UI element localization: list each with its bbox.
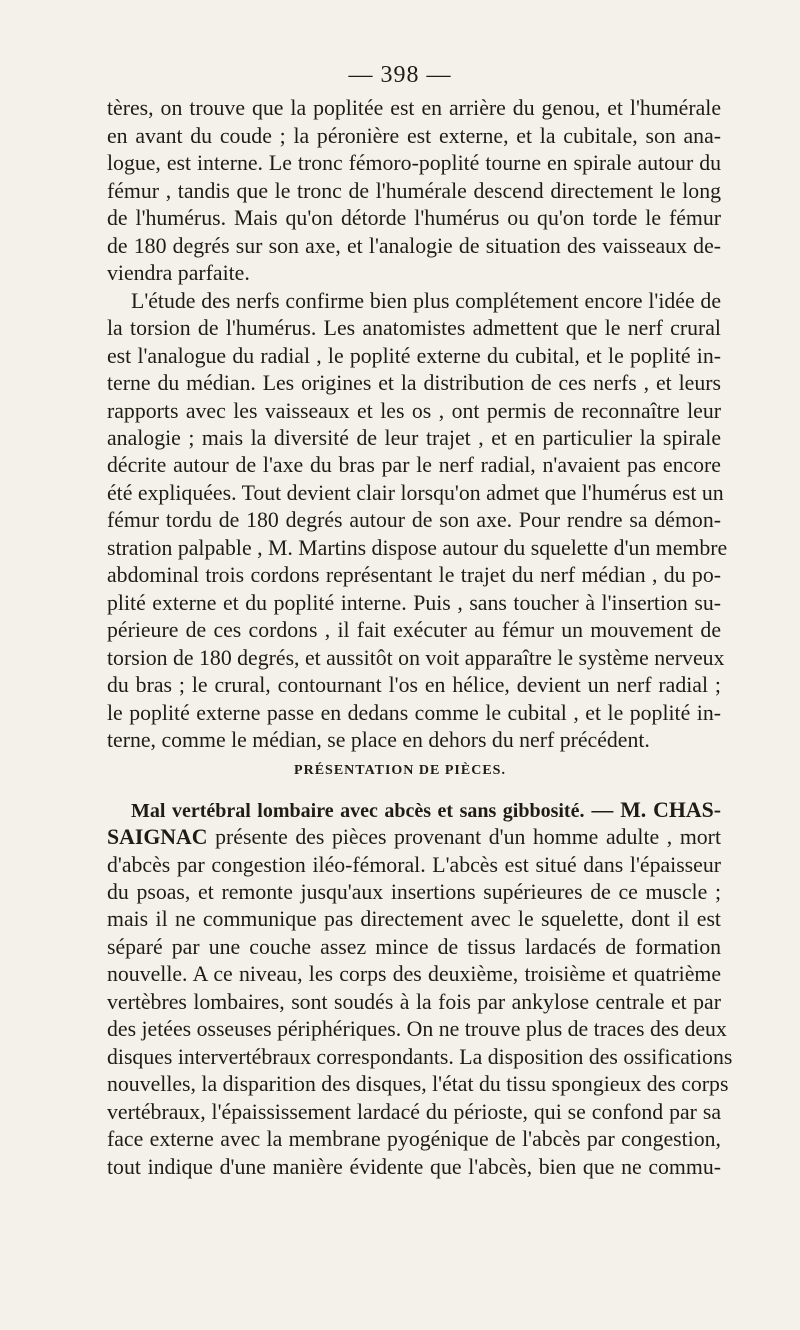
case-author: — M. CHAS- xyxy=(591,798,721,822)
text-line: du bras ; le crural, contournant l'os en hélice, devient un nerf radial ; xyxy=(107,673,721,697)
text-line: disques intervertébraux correspondants. La disposition des ossifications xyxy=(107,1045,733,1069)
case-title-line xyxy=(131,796,721,824)
page-number: — 398 — xyxy=(348,62,452,88)
text-line: périeure de ces cordons , il fait exécuter au fémur un mouvement de xyxy=(107,618,721,642)
text-line: de 180 degrés sur son axe, et l'analogie de situation des vaisseaux de- xyxy=(107,234,721,258)
text-line: d'abcès par congestion iléo-fémoral. L'abcès est situé dans l'épaisseur xyxy=(107,853,721,877)
text-line: mais il ne communique pas directement avec le squelette, dont il est xyxy=(107,907,721,931)
text-line: terne du médian. Les origines et la distribution de ces nerfs , et leurs xyxy=(107,371,721,395)
text-line: est l'analogue du radial , le poplité externe du cubital, et le poplité in- xyxy=(107,344,721,368)
text-line: viendra parfaite. xyxy=(107,261,250,285)
text-line: tout indique d'une manière évidente que l'abcès, bien que ne commu- xyxy=(107,1155,721,1179)
section-heading: PRÉSENTATION DE PIÈCES. xyxy=(294,763,506,778)
text-line: décrite autour de l'axe du bras par le nerf radial, n'avaient pas encore xyxy=(107,453,721,477)
text-line: abdominal trois cordons représentant le trajet du nerf médian , du po- xyxy=(107,563,721,587)
text-line: analogie ; mais la diversité de leur trajet , et en particulier la spirale xyxy=(107,426,721,450)
text-line: nouvelle. A ce niveau, les corps des deuxième, troisième et quatrième xyxy=(107,962,721,986)
text-line: la torsion de l'humérus. Les anatomistes admettent que le nerf crural xyxy=(107,316,721,340)
text-line: fémur , tandis que le tronc de l'humérale descend directement le long xyxy=(107,179,721,203)
text-line: L'étude des nerfs confirme bien plus complétement encore l'idée de xyxy=(131,289,721,313)
text-line: le poplité externe passe en dedans comme le cubital , et le poplité in- xyxy=(107,701,721,725)
case-author-continued: SAIGNAC xyxy=(107,825,208,849)
text-line xyxy=(107,823,721,851)
text-line: torsion de 180 degrés, et aussitôt on voit apparaître le système nerveux xyxy=(107,646,725,670)
text-line: vertébraux, l'épaississement lardacé du périoste, qui se confond par sa xyxy=(107,1100,721,1124)
text-line: fémur tordu de 180 degrés autour de son axe. Pour rendre sa démon- xyxy=(107,508,721,532)
text-line: été expliquées. Tout devient clair lorsqu'on admet que l'humérus est un xyxy=(107,481,724,505)
text-line: vertèbres lombaires, sont soudés à la fois par ankylose centrale et par xyxy=(107,990,721,1014)
text-line: de l'humérus. Mais qu'on détorde l'humérus ou qu'on torde le fémur xyxy=(107,206,721,230)
text-line: logue, est interne. Le tronc fémoro-poplité tourne en spirale autour du xyxy=(107,151,721,175)
text-line: en avant du coude ; la péronière est externe, et la cubitale, son ana- xyxy=(107,124,721,148)
text-line: séparé par une couche assez mince de tissus lardacés de formation xyxy=(107,935,721,959)
text-line: terne, comme le médian, se place en dehors du nerf précédent. xyxy=(107,728,650,752)
text-line: plité externe et du poplité interne. Puis , sans toucher à l'insertion su- xyxy=(107,591,721,615)
text-line: rapports avec les vaisseaux et les os , ont permis de reconnaître leur xyxy=(107,399,721,423)
text-line: face externe avec la membrane pyogénique de l'abcès par congestion, xyxy=(107,1127,721,1151)
text-line: tères, on trouve que la poplitée est en arrière du genou, et l'humérale xyxy=(107,96,721,120)
text-fragment: présente des pièces provenant d'un homme adulte , mort xyxy=(215,825,721,849)
text-line: nouvelles, la disparition des disques, l'état du tissu spongieux des corps xyxy=(107,1072,729,1096)
text-line: des jetées osseuses périphériques. On ne trouve plus de traces des deux xyxy=(107,1017,727,1041)
text-line: stration palpable , M. Martins dispose autour du squelette d'un membre xyxy=(107,536,728,560)
case-title: Mal vertébral lombaire avec abcès et sans gibbosité. xyxy=(131,800,585,822)
text-line: du psoas, et remonte jusqu'aux insertions supérieures de ce muscle ; xyxy=(107,880,721,904)
